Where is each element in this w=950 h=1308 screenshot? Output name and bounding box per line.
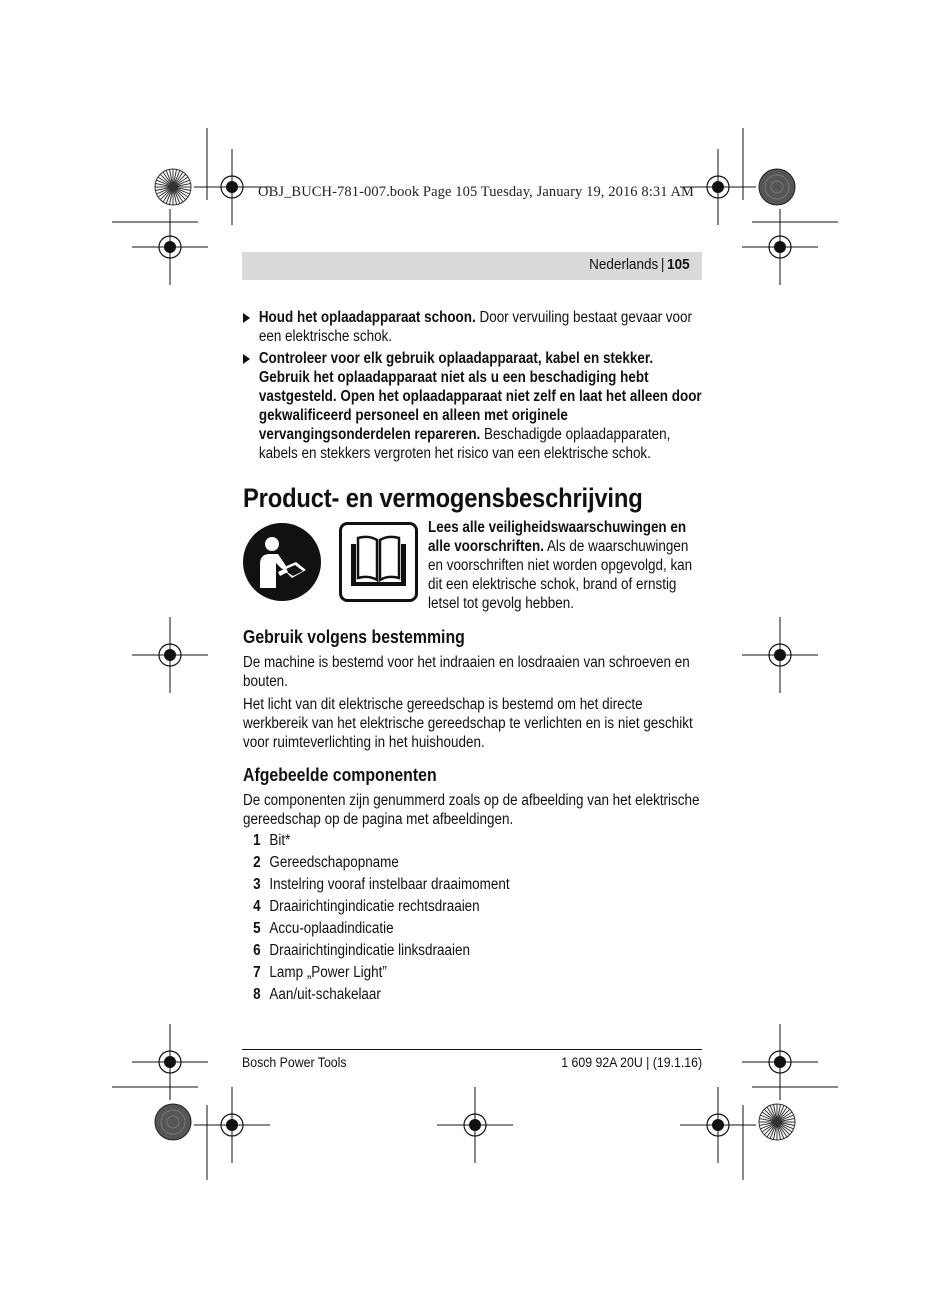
warning-bold: Lees alle veiligheidswaarschuwingen en alle voorschriften. — [428, 519, 687, 555]
item-number: 5 — [253, 920, 261, 937]
components-intro: De componenten zijn genummerd zoals op de afbeelding van het elektrische gereedschap op de pagina met afbeeldingen. — [243, 792, 700, 828]
bullet-triangle-icon — [243, 313, 250, 323]
safety-section — [243, 308, 703, 463]
safety-bold: Controleer voor elk gebruik oplaadapparaat, kabel en stekker. Gebruik het oplaadapparaat niet als u een beschadiging hebt vastgesteld. Open het oplaadapparaat niet zelf en laat het alleen door gekwalificeerd personeel en alleen met originele vervangingsonderdelen repareren. — [258, 350, 702, 443]
item-number: 2 — [253, 854, 261, 871]
header-separator: | — [661, 256, 665, 273]
usage-section — [243, 626, 703, 752]
item-label: Accu-oplaadindicatie — [269, 920, 394, 937]
item-label: Draairichtingindicatie linksdraaien — [269, 942, 470, 959]
usage-title: Gebruik volgens bestemming — [243, 627, 465, 647]
item-label: Draairichtingindicatie rechtsdraaien — [269, 898, 480, 915]
safety-bold: Houd het oplaadapparaat schoon. — [258, 309, 476, 326]
item-label: Instelring vooraf instelbaar draaimoment — [269, 876, 510, 893]
warning-text-wrap — [428, 518, 704, 613]
footer-brand: Bosch Power Tools — [242, 1054, 347, 1070]
manual-book-icon — [339, 522, 418, 602]
warning-text — [428, 518, 704, 613]
components-list — [243, 830, 703, 1010]
item-label: Bit* — [269, 832, 291, 849]
safety-text: Door vervuiling bestaat gevaar voor een elektrische schok. — [258, 309, 692, 345]
safety-bullet — [243, 308, 703, 346]
safety-text: Beschadigde oplaadapparaten, kabels en stekkers vergroten het risico van een elektrische schok. — [258, 426, 671, 462]
page-header-bar — [242, 252, 702, 280]
footer-rule — [242, 1049, 702, 1050]
item-label: Lamp „Power Light” — [269, 964, 387, 981]
book-header: OBJ_BUCH-781-007.book Page 105 Tuesday, January 19, 2016 8:31 AM — [258, 184, 695, 200]
section-title-wrap — [243, 482, 703, 514]
item-number: 7 — [253, 964, 261, 981]
item-number: 1 — [253, 832, 261, 849]
item-number: 3 — [253, 876, 261, 893]
item-number: 4 — [253, 898, 261, 915]
footer-left — [242, 1054, 361, 1070]
item-number: 8 — [253, 986, 261, 1003]
components-title: Afgebeelde componenten — [243, 765, 437, 785]
footer-document-code: 1 609 92A 20U | (19.1.16) — [561, 1054, 702, 1070]
usage-paragraph-2: Het licht van dit elektrische gereedschap is bestemd om het directe werkbereik van het elektrische gereedschap te verlichten en is niet geschikt voor ruimteverlichting in het huishouden. — [243, 696, 693, 751]
header-language: Nederlands — [589, 256, 659, 273]
safety-bullet — [243, 349, 703, 463]
footer-right — [542, 1054, 702, 1070]
section-title: Product- en vermogensbeschrijving — [243, 483, 643, 513]
item-label: Gereedschapopname — [269, 854, 399, 871]
components-section — [243, 764, 703, 829]
read-manual-person-icon — [242, 522, 324, 604]
item-label: Aan/uit-schakelaar — [269, 986, 381, 1003]
page-header — [589, 256, 690, 273]
warning-rest: Als de waarschuwingen en voorschriften niet worden opgevolgd, kan dit een elektrische schok, brand of ernstig letsel tot gevolg hebben. — [428, 538, 693, 612]
usage-paragraph-1: De machine is bestemd voor het indraaien en losdraaien van schroeven en bouten. — [243, 654, 690, 690]
header-page-number: 105 — [667, 256, 690, 273]
item-number: 6 — [253, 942, 261, 959]
bullet-triangle-icon — [243, 354, 250, 364]
